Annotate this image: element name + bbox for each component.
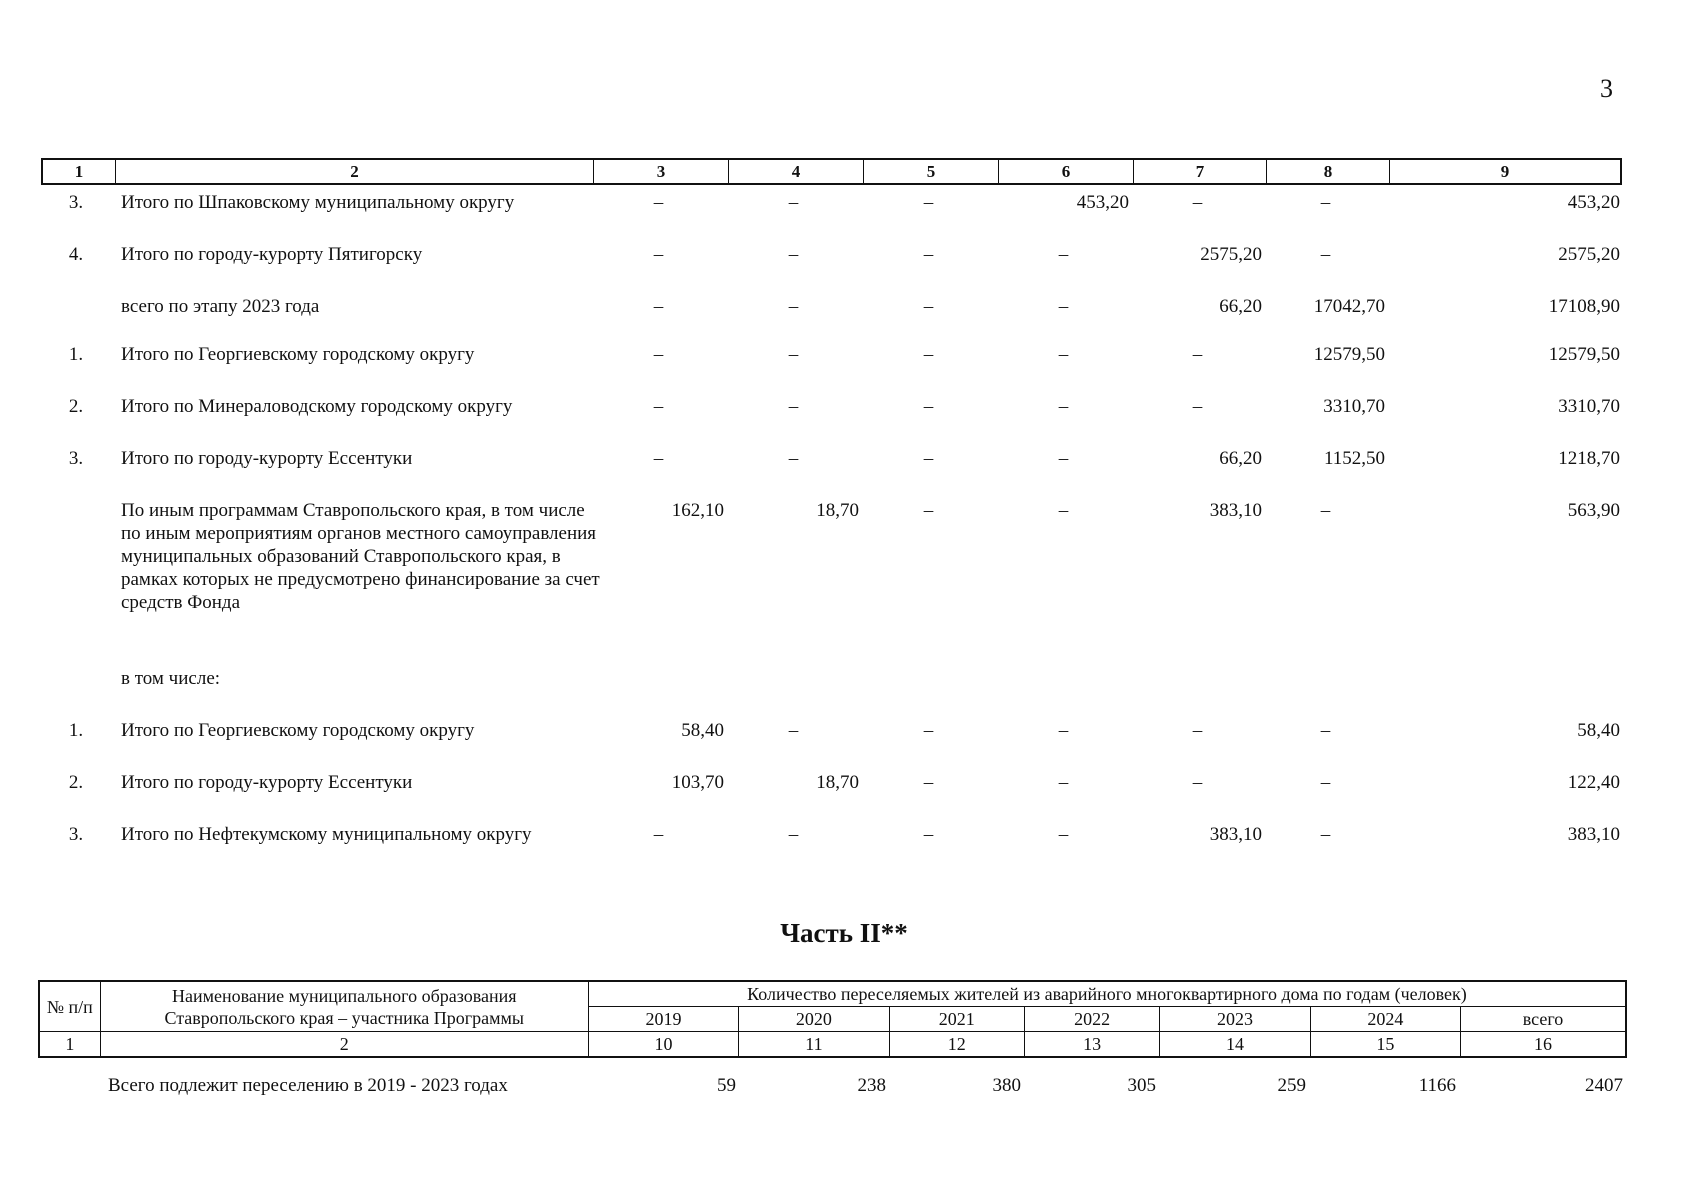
- value-cell: –: [788, 396, 799, 417]
- year-header: 2019: [588, 1007, 738, 1032]
- index-cell: 15: [1310, 1032, 1460, 1058]
- part2-table: [38, 980, 1627, 1058]
- row-name: Итого по Нефтекумскому муниципальному округу: [121, 824, 532, 845]
- value-cell: 66,20: [1219, 296, 1262, 317]
- index-cell: 1: [39, 1032, 100, 1058]
- header-cell: 8: [1266, 160, 1389, 183]
- value-cell: –: [1058, 824, 1069, 845]
- index-cell: 10: [588, 1032, 738, 1058]
- table-row: [41, 289, 1622, 337]
- part2-title: Часть II**: [780, 918, 908, 948]
- year-header: 2022: [1024, 1007, 1159, 1032]
- header-cell: 6: [998, 160, 1133, 183]
- total-value: 380: [992, 1075, 1021, 1096]
- value-cell: 2575,20: [1200, 244, 1262, 265]
- value-cell: –: [1192, 396, 1203, 417]
- value-cell: –: [923, 396, 934, 417]
- value-cell: –: [653, 244, 664, 265]
- table-row: [41, 661, 1622, 713]
- row-number: 1.: [68, 344, 84, 365]
- value-cell: –: [653, 192, 664, 213]
- value-cell: –: [1320, 772, 1331, 793]
- row-name: Итого по городу-курорту Ессентуки: [121, 772, 413, 793]
- value-cell: –: [1192, 344, 1203, 365]
- row-number: 3.: [68, 192, 84, 213]
- index-cell: 14: [1160, 1032, 1310, 1058]
- index-cell: 2: [100, 1032, 588, 1058]
- value-cell: –: [923, 500, 934, 521]
- total-value: 59: [717, 1075, 736, 1096]
- value-cell: –: [788, 192, 799, 213]
- total-header: всего: [1461, 1007, 1626, 1032]
- index-cell: 11: [739, 1032, 889, 1058]
- table-row: [41, 765, 1622, 817]
- header-cell: 4: [728, 160, 863, 183]
- table-row: [41, 389, 1622, 441]
- value-cell: 58,40: [681, 720, 724, 741]
- group-header: Количество переселяемых жителей из аварийного многоквартирного дома по годам (человек): [588, 981, 1626, 1007]
- page-number: 3: [1600, 74, 1613, 103]
- value-cell: 66,20: [1219, 448, 1262, 469]
- value-cell: 383,10: [1209, 824, 1262, 845]
- value-cell: –: [923, 772, 934, 793]
- row-name: Итого по городу-курорту Ессентуки: [121, 448, 413, 469]
- value-cell: 383,10: [1567, 824, 1620, 845]
- table-row: [41, 441, 1622, 493]
- value-cell: –: [788, 296, 799, 317]
- value-cell: 453,20: [1567, 192, 1620, 213]
- value-cell: 1152,50: [1323, 448, 1385, 469]
- year-header: 2024: [1310, 1007, 1460, 1032]
- value-cell: –: [653, 344, 664, 365]
- value-cell: –: [653, 396, 664, 417]
- value-cell: 12579,50: [1313, 344, 1385, 365]
- row-name: Итого по городу-курорту Пятигорску: [121, 244, 423, 265]
- row-number: 4.: [68, 244, 84, 265]
- part2-total-row: [38, 1073, 1627, 1101]
- value-cell: –: [923, 720, 934, 741]
- total-label: Всего подлежит переселению в 2019 - 2023 годах: [108, 1075, 508, 1096]
- row-name: Итого по Георгиевскому городскому округу: [121, 344, 475, 365]
- row-number: 2.: [68, 396, 84, 417]
- value-cell: 1218,70: [1558, 448, 1620, 469]
- row-number: 3.: [68, 448, 84, 469]
- value-cell: 58,40: [1577, 720, 1620, 741]
- value-cell: –: [1058, 344, 1069, 365]
- row-number: 1.: [68, 720, 84, 741]
- row-name: Итого по Минераловодскому городскому округу: [121, 396, 513, 417]
- value-cell: –: [1320, 720, 1331, 741]
- header-cell: 1: [74, 162, 84, 181]
- row-name: По иным программам Ставропольского края, в том числе по иным мероприятиям органов местного самоуправления муниципальных образований Ставропольского края, в рамках которых не предусмотрено финансирование за счет средств Фонда: [121, 500, 600, 613]
- index-cell: 16: [1461, 1032, 1626, 1058]
- year-header: 2023: [1160, 1007, 1310, 1032]
- value-cell: –: [653, 824, 664, 845]
- table-row: [41, 185, 1622, 237]
- value-cell: 18,70: [816, 500, 859, 521]
- col-name-header: Наименование муниципального образования Ставропольского края – участника Программы: [100, 981, 588, 1032]
- value-cell: –: [923, 448, 934, 469]
- value-cell: –: [923, 244, 934, 265]
- value-cell: –: [923, 824, 934, 845]
- value-cell: 383,10: [1209, 500, 1262, 521]
- total-value: 305: [1127, 1075, 1156, 1096]
- value-cell: –: [1058, 244, 1069, 265]
- value-cell: –: [1058, 772, 1069, 793]
- value-cell: –: [923, 296, 934, 317]
- value-cell: –: [1058, 720, 1069, 741]
- value-cell: 3310,70: [1558, 396, 1620, 417]
- row-name: в том числе:: [121, 668, 221, 689]
- part1-header-row: [41, 158, 1622, 185]
- year-header: 2020: [739, 1007, 889, 1032]
- value-cell: 162,10: [671, 500, 724, 521]
- total-value: 1166: [1418, 1075, 1456, 1096]
- value-cell: –: [653, 296, 664, 317]
- table-row: [41, 237, 1622, 289]
- value-cell: –: [1058, 500, 1069, 521]
- value-cell: 2575,20: [1558, 244, 1620, 265]
- value-cell: –: [788, 720, 799, 741]
- value-cell: 103,70: [671, 772, 724, 793]
- table-row: [41, 337, 1622, 389]
- value-cell: –: [1192, 192, 1203, 213]
- value-cell: –: [1320, 824, 1331, 845]
- row-number: 3.: [68, 824, 84, 845]
- value-cell: 3310,70: [1323, 396, 1385, 417]
- value-cell: –: [788, 244, 799, 265]
- row-number: 2.: [68, 772, 84, 793]
- row-name: всего по этапу 2023 года: [121, 296, 320, 317]
- header-cell: 3: [593, 160, 728, 183]
- index-cell: 13: [1024, 1032, 1159, 1058]
- value-cell: –: [923, 344, 934, 365]
- value-cell: –: [1192, 720, 1203, 741]
- header-cell: 2: [115, 160, 593, 183]
- value-cell: –: [788, 824, 799, 845]
- header-cell: 7: [1133, 160, 1266, 183]
- year-header: 2021: [889, 1007, 1024, 1032]
- value-cell: –: [1320, 244, 1331, 265]
- value-cell: –: [788, 344, 799, 365]
- index-cell: 12: [889, 1032, 1024, 1058]
- value-cell: –: [1320, 500, 1331, 521]
- value-cell: 18,70: [816, 772, 859, 793]
- total-value: 238: [857, 1075, 886, 1096]
- value-cell: –: [923, 192, 934, 213]
- total-value: 2407: [1585, 1075, 1623, 1096]
- value-cell: 17108,90: [1548, 296, 1620, 317]
- value-cell: –: [1058, 448, 1069, 469]
- value-cell: –: [788, 448, 799, 469]
- row-name: Итого по Шпаковскому муниципальному округу: [121, 192, 515, 213]
- header-cell: 5: [863, 160, 998, 183]
- table-row: [41, 817, 1622, 869]
- value-cell: –: [653, 448, 664, 469]
- row-name: Итого по Георгиевскому городскому округу: [121, 720, 475, 741]
- table-row: [41, 493, 1622, 661]
- value-cell: –: [1320, 192, 1331, 213]
- col-no-header: № п/п: [39, 981, 100, 1032]
- header-cell: 9: [1389, 160, 1620, 183]
- value-cell: 17042,70: [1313, 296, 1385, 317]
- value-cell: 453,20: [1076, 192, 1129, 213]
- table-row: [41, 713, 1622, 765]
- total-value: 259: [1277, 1075, 1306, 1096]
- value-cell: –: [1058, 296, 1069, 317]
- value-cell: –: [1192, 772, 1203, 793]
- value-cell: 12579,50: [1548, 344, 1620, 365]
- value-cell: –: [1058, 396, 1069, 417]
- value-cell: 122,40: [1567, 772, 1620, 793]
- value-cell: 563,90: [1567, 500, 1620, 521]
